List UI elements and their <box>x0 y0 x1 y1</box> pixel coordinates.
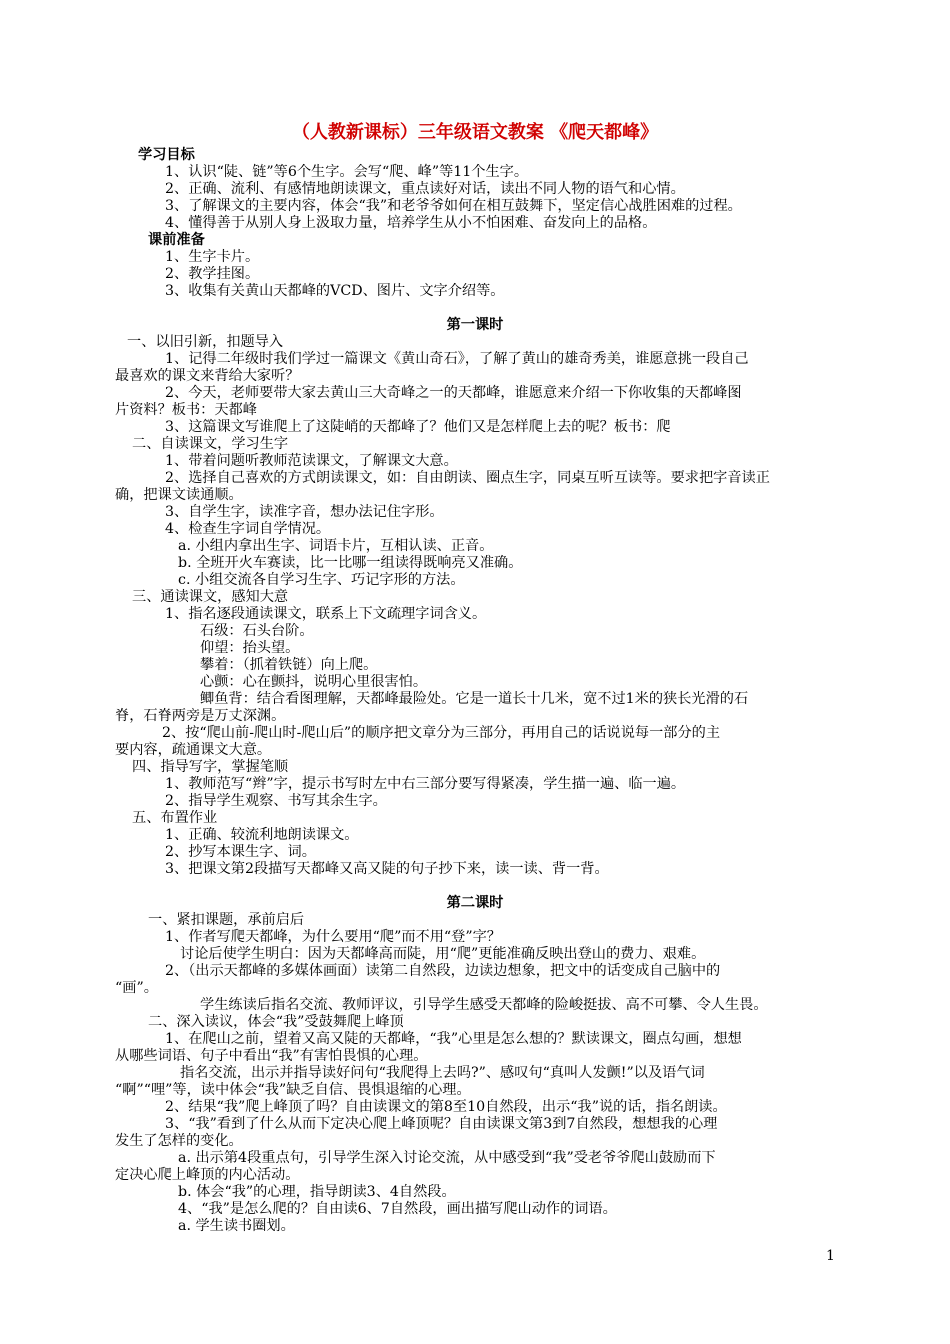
text-line: 最喜欢的课文来背给大家听？ <box>115 368 300 384</box>
text-line: 五、布置作业 <box>132 810 218 826</box>
text-line: 讨论后使学生明白：因为天都峰高而陡，用“爬”更能准确反映出登山的费力、艰难。 <box>180 946 706 962</box>
text-line: 定决心爬上峰顶的内心活动。 <box>115 1167 300 1183</box>
text-line: 2、（出示天都峰的多媒体画面）读第二自然段，边读边想象，把文中的话变成自己脑中的 <box>165 963 721 979</box>
text-line: 脊，石脊两旁是万丈深渊。 <box>115 708 286 724</box>
text-line: 四、指导写字，掌握笔顺 <box>132 759 289 775</box>
text-line: 1、指名逐段通读课文，联系上下文疏理字词含义。 <box>165 606 487 622</box>
text-line: 4、“我”是怎么爬的？自由读6、7自然段，画出描写爬山动作的词语。 <box>178 1201 617 1217</box>
text-line: 1、在爬山之前，望着又高又陡的天都峰，“我”心里是怎么想的？默读课文，圈点勾画，想想 <box>165 1031 742 1047</box>
text-line: 2、结果“我”爬上峰顶了吗？自由读课文的第8至10自然段，出示“我”说的话，指名朗读。 <box>165 1099 727 1115</box>
section-heading: 第二课时 <box>446 895 504 911</box>
text-line: 3、了解课文的主要内容，体会“我”和老爷爷如何在相互鼓舞下，坚定信心战胜困难的过程。 <box>165 198 742 214</box>
text-line: 一、以旧引新，扣题导入 <box>127 334 284 350</box>
text-line: 指名交流，出示并指导读好问句“我爬得上去吗?”、感叹句“真叫人发颤!”以及语气词 <box>180 1065 705 1081</box>
section-heading: 课前准备 <box>148 232 205 248</box>
text-line: 1、教师范写“辫”字，提示书写时左中右三部分要写得紧凑，学生描一遍、临一遍。 <box>165 776 686 792</box>
text-line: 学生练读后指名交流、教师评议，引导学生感受天都峰的险峻挺拔、高不可攀、令人生畏。 <box>200 997 768 1013</box>
text-line: 4、检查生字词自学情况。 <box>165 521 331 537</box>
text-line: 三、通读课文，感知大意 <box>132 589 289 605</box>
text-line: 二、深入读议，体会“我”受鼓舞爬上峰顶 <box>148 1014 404 1030</box>
text-line: 心颤：心在颤抖，说明心里很害怕。 <box>200 674 428 690</box>
text-line: 1、正确、较流利地朗读课文。 <box>165 827 359 843</box>
text-line: 3、自学生字，读准字音，想办法记住字形。 <box>165 504 444 520</box>
text-line: 1、作者写爬天都峰，为什么要用“爬”而不用“登”字？ <box>165 929 501 945</box>
text-line: 2、按“爬山前-爬山时-爬山后”的顺序把文章分为三部分，再用自己的话说说每一部分的主 <box>162 725 721 741</box>
text-line: “画”。 <box>115 980 158 996</box>
text-line: b. 体会“我”的心理，指导朗读3、4自然段。 <box>178 1184 456 1200</box>
text-line: 4、懂得善于从别人身上汲取力量，培养学生从小不怕困难、奋发向上的品格。 <box>165 215 657 231</box>
document-title: （人教新课标）三年级语文教案 《爬天都峰》 <box>291 122 659 143</box>
text-line: 1、生字卡片。 <box>165 249 260 265</box>
text-line: c. 小组交流各自学习生字、巧记字形的方法。 <box>178 572 465 588</box>
text-line: a. 出示第4段重点句，引导学生深入讨论交流，从中感受到“我”受老爷爷爬山鼓励而下 <box>178 1150 716 1166</box>
text-line: 2、抄写本课生字、词。 <box>165 844 316 860</box>
text-line: 2、教学挂图。 <box>165 266 260 282</box>
text-line: 攀着：（抓着铁链）向上爬。 <box>200 657 378 673</box>
text-line: 石级：石头台阶。 <box>200 623 314 639</box>
text-line: 一、紧扣课题，承前启后 <box>148 912 305 928</box>
text-line: a. 小组内拿出生字、词语卡片，互相认读、正音。 <box>178 538 494 554</box>
section-heading: 第一课时 <box>446 317 504 333</box>
text-line: 3、收集有关黄山天都峰的VCD、图片、文字介绍等。 <box>165 283 505 299</box>
text-line: 2、指导学生观察、书写其余生字。 <box>165 793 387 809</box>
text-line: 2、正确、流利、有感情地朗读课文，重点读好对话，读出不同人物的语气和心情。 <box>165 181 685 197</box>
text-line: 2、选择自己喜欢的方式朗读课文，如：自由朗读、圈点生字，同桌互听互读等。要求把字音读正 <box>165 470 770 486</box>
text-line: 仰望：抬头望。 <box>200 640 300 656</box>
text-line: 片资料？板书：天都峰 <box>115 402 257 418</box>
text-line: 1、记得二年级时我们学过一篇课文《黄山奇石》，了解了黄山的雄奇秀美，谁愿意挑一段自己 <box>165 351 749 367</box>
text-line: 要内容，疏通课文大意。 <box>115 742 272 758</box>
page-number: 1 <box>826 1248 835 1264</box>
text-line: 1、认识“陡、链”等6个生字。会写“爬、峰”等11个生字。 <box>165 164 529 180</box>
text-line: “啊”“哩”等，读中体会“我”缺乏自信、畏惧退缩的心理。 <box>115 1082 471 1098</box>
text-line: 1、带着问题听教师范读课文，了解课文大意。 <box>165 453 458 469</box>
text-line: 发生了怎样的变化。 <box>115 1133 243 1149</box>
text-line: 2、今天，老师要带大家去黄山三大奇峰之一的天都峰，谁愿意来介绍一下你收集的天都峰图 <box>165 385 742 401</box>
text-line: 3、这篇课文写谁爬上了这陡峭的天都峰了？他们又是怎样爬上去的呢？板书：爬 <box>165 419 671 435</box>
text-line: 确，把课文读通顺。 <box>115 487 243 503</box>
text-line: b. 全班开火车赛读，比一比哪一组读得既响亮又准确。 <box>178 555 523 571</box>
text-line: 鲫鱼背：结合看图理解，天都峰最险处。它是一道长十几米，宽不过1米的狭长光滑的石 <box>200 691 749 707</box>
text-line: 从哪些词语、句子中看出“我”有害怕畏惧的心理。 <box>115 1048 428 1064</box>
text-line: 3、把课文第2段描写天都峰又高又陡的句子抄下来，读一读、背一背。 <box>165 861 609 877</box>
text-line: 二、自读课文，学习生字 <box>132 436 289 452</box>
text-line: 3、“我”看到了什么从而下定决心爬上峰顶呢？自由读课文第3到7自然段，想想我的心理 <box>165 1116 718 1132</box>
section-heading: 学习目标 <box>138 147 195 163</box>
text-line: a. 学生读书圈划。 <box>178 1218 295 1234</box>
